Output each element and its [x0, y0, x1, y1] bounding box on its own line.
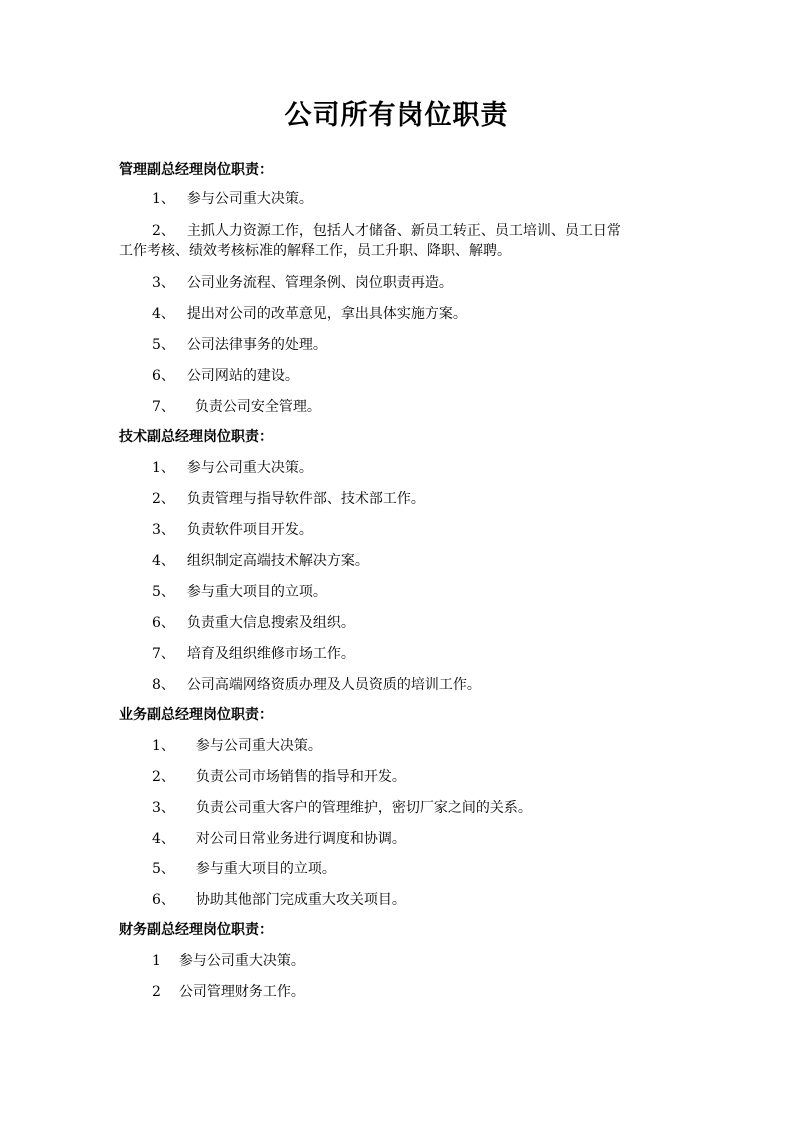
item-text: 负责公司重大客户的管理维护，密切厂家之间的关系。 — [195, 800, 532, 816]
item-number: 1、 — [152, 191, 175, 207]
item-text: 参与公司重大决策。 — [178, 953, 305, 969]
item-number: 1、 — [152, 738, 175, 754]
item-number: 7、 — [152, 399, 175, 415]
list-item — [152, 582, 327, 602]
item-text: 公司高端网络资质办理及人员资质的培训工作。 — [186, 677, 481, 693]
list-item — [152, 829, 406, 849]
list-item — [152, 675, 481, 695]
list-item — [152, 890, 406, 910]
item-text: 组织制定高端技术解决方案。 — [186, 553, 369, 569]
item-text: 参与公司重大决策。 — [195, 738, 322, 754]
item-number: 6、 — [152, 368, 175, 384]
item-text: 协助其他部门完成重大攻关项目。 — [195, 892, 406, 908]
item-number: 3、 — [152, 275, 175, 291]
item-number: 6、 — [152, 892, 175, 908]
list-item — [152, 273, 453, 293]
item-number: 5、 — [152, 584, 175, 600]
item-text: 负责管理与指导软件部、技术部工作。 — [186, 491, 425, 507]
item-text: 培育及组织维修市场工作。 — [186, 646, 355, 662]
list-item — [152, 221, 621, 241]
item-number: 3、 — [152, 522, 175, 538]
list-item — [152, 304, 467, 324]
list-item — [152, 397, 321, 417]
item-text: 提出对公司的改革意见，拿出具体实施方案。 — [186, 306, 467, 322]
section-heading-business: 业务副总经理岗位职责： — [119, 707, 273, 723]
list-item-continuation: 工作考核、绩效考核标准的解释工作，员工升职、降职、解聘。 — [119, 243, 511, 259]
item-number: 2、 — [152, 223, 175, 239]
list-item — [152, 335, 327, 355]
item-text: 负责软件项目开发。 — [186, 522, 313, 538]
item-text: 公司业务流程、管理条例、岗位职责再造。 — [186, 275, 453, 291]
list-item — [152, 489, 425, 509]
list-item — [152, 767, 406, 787]
item-number: 4、 — [152, 553, 175, 569]
item-text: 公司管理财务工作。 — [178, 984, 305, 1000]
item-text: 公司法律事务的处理。 — [186, 337, 327, 353]
list-item — [152, 366, 299, 386]
item-number: 2 — [152, 984, 161, 1000]
item-number: 4、 — [152, 306, 175, 322]
section-heading-management: 管理副总经理岗位职责： — [119, 162, 273, 178]
section-heading-finance: 财务副总经理岗位职责： — [119, 922, 273, 938]
item-number: 4、 — [152, 831, 175, 847]
item-text: 负责公司安全管理。 — [194, 399, 321, 415]
item-number: 1、 — [152, 460, 175, 476]
item-number: 5、 — [152, 337, 175, 353]
list-item — [152, 458, 313, 478]
item-number: 6、 — [152, 615, 175, 631]
list-item — [152, 951, 305, 971]
item-number: 8、 — [152, 677, 175, 693]
item-text: 参与公司重大决策。 — [186, 460, 313, 476]
list-item — [152, 982, 305, 1002]
item-number: 2、 — [152, 491, 175, 507]
item-number: 2、 — [152, 769, 175, 785]
list-item — [152, 798, 532, 818]
list-item — [152, 859, 336, 879]
item-text: 参与重大项目的立项。 — [186, 584, 327, 600]
item-text: 参与公司重大决策。 — [186, 191, 313, 207]
page-title: 公司所有岗位职责 — [284, 100, 509, 131]
list-item — [152, 520, 313, 540]
item-text: 负责公司市场销售的指导和开发。 — [195, 769, 406, 785]
list-item — [152, 736, 322, 756]
item-number: 5、 — [152, 861, 175, 877]
list-item — [152, 613, 355, 633]
item-number: 1 — [152, 953, 161, 969]
item-text: 主抓人力资源工作，包括人才储备、新员工转正、员工培训、员工日常 — [186, 223, 621, 239]
item-text: 公司网站的建设。 — [186, 368, 299, 384]
item-text: 对公司日常业务进行调度和协调。 — [195, 831, 406, 847]
list-item — [152, 189, 313, 209]
item-text: 负责重大信息搜索及组织。 — [186, 615, 355, 631]
item-number: 3、 — [152, 800, 175, 816]
item-text: 参与重大项目的立项。 — [195, 861, 336, 877]
section-heading-technical: 技术副总经理岗位职责： — [119, 429, 273, 445]
item-number: 7、 — [152, 646, 175, 662]
list-item — [152, 644, 355, 664]
list-item — [152, 551, 369, 571]
